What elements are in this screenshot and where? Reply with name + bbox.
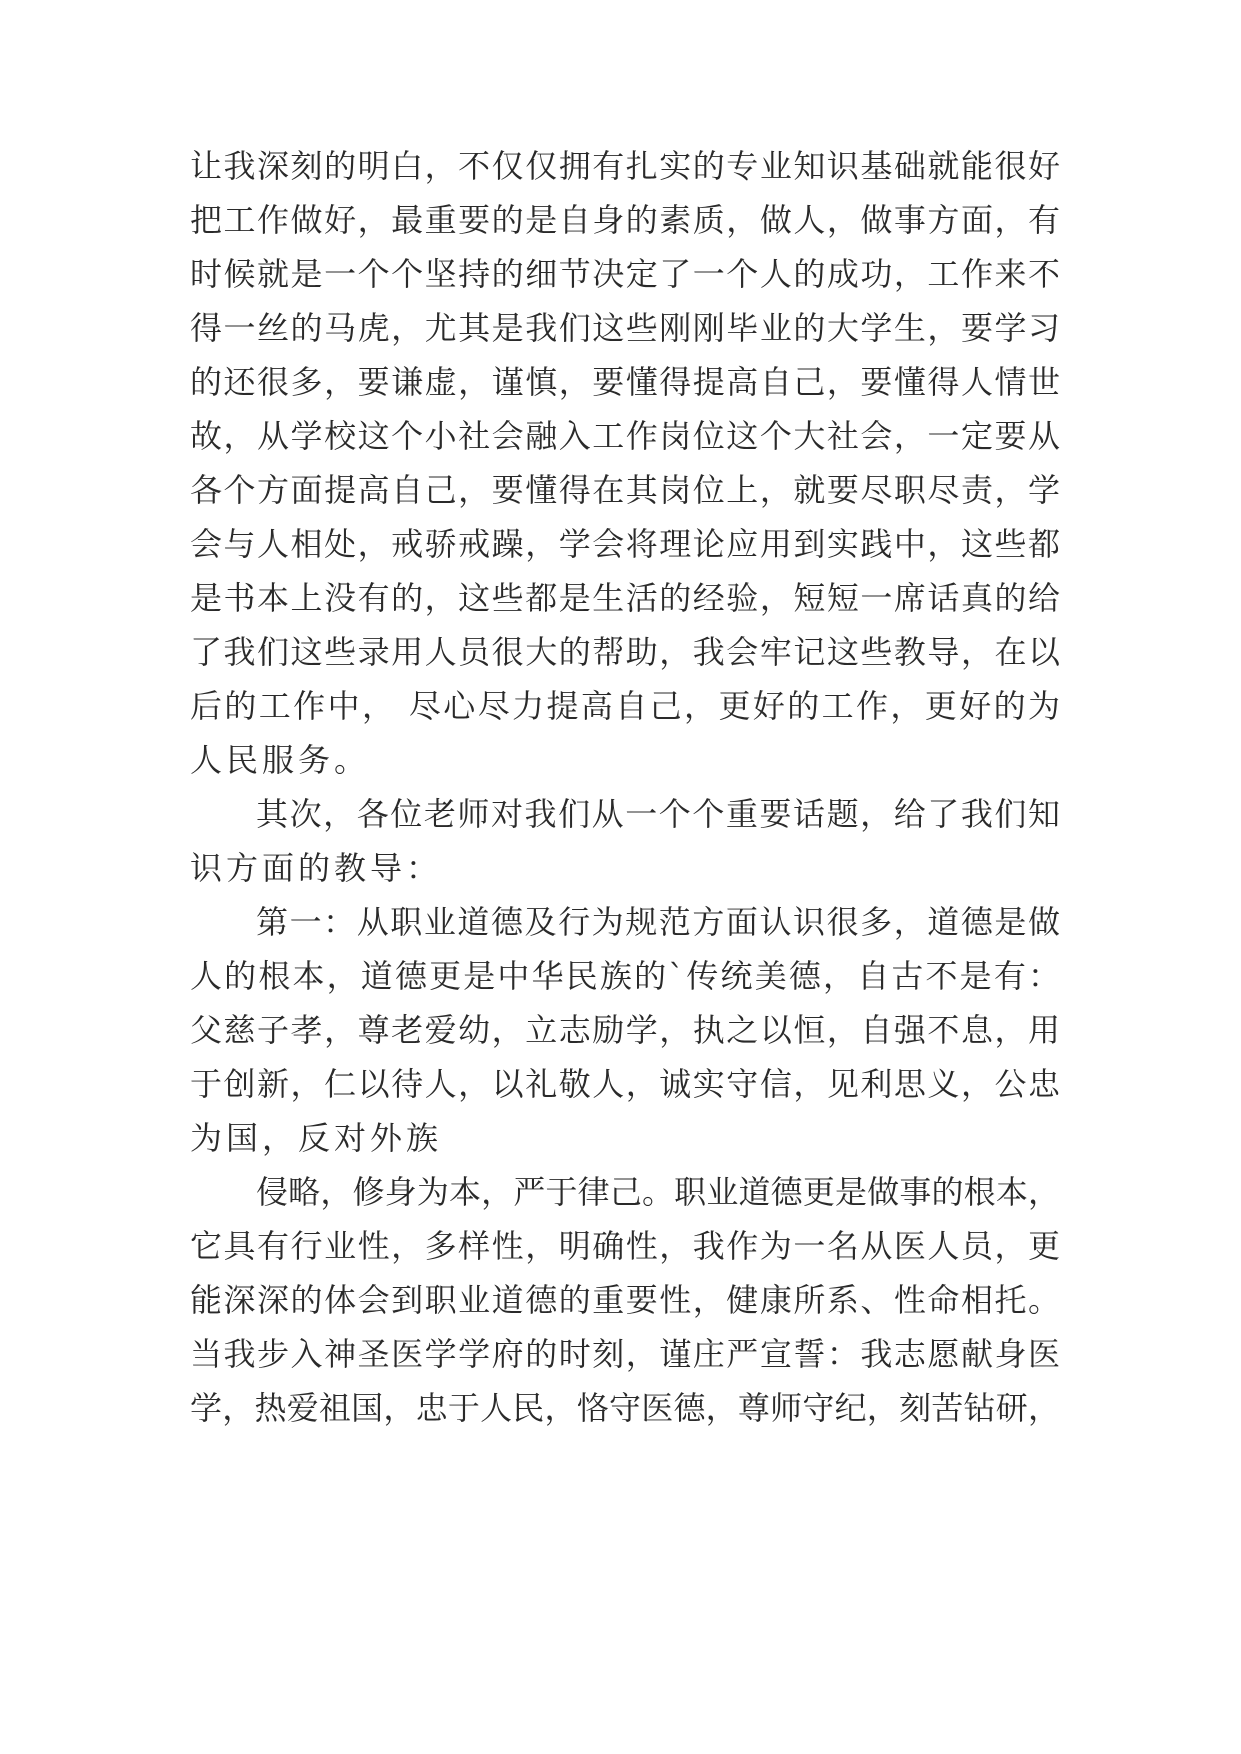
text-line: 识方面的教导： bbox=[190, 849, 443, 887]
text-line: 了我们这些录用人员很大的帮助，我会牢记这些教导，在以 bbox=[190, 633, 1060, 671]
text-line: 它具有行业性，多样性，明确性，我作为一名从医人员，更 bbox=[190, 1227, 1060, 1265]
text-line: 于创新，仁以待人，以礼敬人，诚实守信，见利思义，公忠 bbox=[190, 1065, 1060, 1103]
text-line: 的还很多，要谦虚，谨慎，要懂得提高自己，要懂得人情世 bbox=[190, 363, 1060, 401]
text-line: 会与人相处，戒骄戒躁，学会将理论应用到实践中，这些都 bbox=[190, 525, 1060, 563]
text-line: 故，从学校这个小社会融入工作岗位这个大社会，一定要从 bbox=[190, 417, 1060, 455]
text-line: 为国，反对外族 bbox=[190, 1119, 443, 1157]
text-line: 各个方面提高自己，要懂得在其岗位上，就要尽职尽责，学 bbox=[190, 471, 1060, 509]
text-line: 是书本上没有的，这些都是生活的经验，短短一席话真的给 bbox=[190, 579, 1060, 617]
text-line: 时候就是一个个坚持的细节决定了一个人的成功，工作来不 bbox=[190, 255, 1060, 293]
text-line: 人的根本，道德更是中华民族的`传统美德，自古不是有： bbox=[190, 957, 1060, 995]
text-line: 当我步入神圣医学学府的时刻，谨庄严宣誓：我志愿献身医 bbox=[190, 1335, 1060, 1373]
text-line: 后的工作中， 尽心尽力提高自己，更好的工作，更好的为 bbox=[190, 687, 1060, 725]
text-line: 能深深的体会到职业道德的重要性，健康所系、性命相托。 bbox=[190, 1281, 1060, 1319]
text-line: 学，热爱祖国，忠于人民，恪守医德，尊师守纪，刻苦钻研， bbox=[190, 1389, 1060, 1427]
paragraph-first-line: 侵略，修身为本，严于律己。职业道德更是做事的根本， bbox=[256, 1173, 1060, 1211]
paragraph-first-line: 第一：从职业道德及行为规范方面认识很多，道德是做 bbox=[256, 903, 1060, 941]
text-line: 父慈子孝，尊老爱幼，立志励学，执之以恒，自强不息，用 bbox=[190, 1011, 1060, 1049]
text-line: 人民服务。 bbox=[190, 741, 371, 779]
paragraph-first-line: 其次，各位老师对我们从一个个重要话题，给了我们知 bbox=[256, 795, 1060, 833]
text-line: 把工作做好，最重要的是自身的素质，做人，做事方面，有 bbox=[190, 201, 1060, 239]
text-line: 让我深刻的明白，不仅仅拥有扎实的专业知识基础就能很好 bbox=[190, 147, 1060, 185]
text-line: 得一丝的马虎，尤其是我们这些刚刚毕业的大学生，要学习 bbox=[190, 309, 1060, 347]
